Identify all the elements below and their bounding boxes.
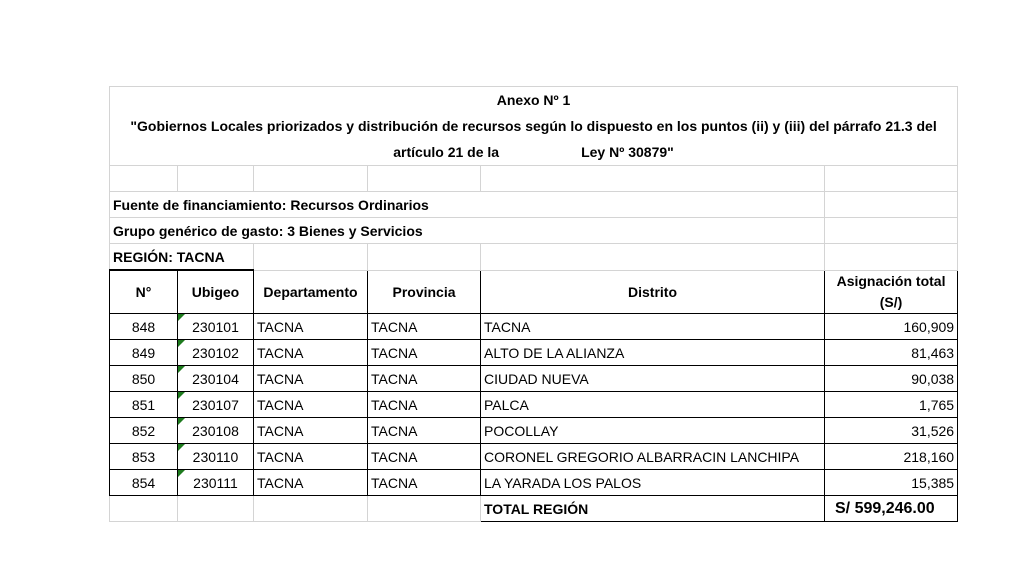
cell-marker-icon <box>178 470 185 477</box>
table-row <box>110 314 958 340</box>
cell[interactable] <box>481 166 825 192</box>
row-ubigeo[interactable] <box>178 366 254 392</box>
cell[interactable] <box>368 496 481 522</box>
row-ubigeo[interactable] <box>178 444 254 470</box>
table-row <box>110 392 958 418</box>
col-ubigeo[interactable]: Ubigeo <box>178 270 254 314</box>
total-amount[interactable]: S/ 599,246.00 <box>825 496 958 522</box>
ubigeo-text: 230101 <box>192 318 239 335</box>
row-number[interactable]: 850 <box>110 366 178 392</box>
cell[interactable] <box>254 496 368 522</box>
row-department[interactable]: TACNA <box>254 418 368 444</box>
row-amount[interactable]: 1,765 <box>825 392 958 418</box>
row-number[interactable]: 852 <box>110 418 178 444</box>
cell-marker-icon <box>178 314 185 321</box>
cell-marker-icon <box>178 366 185 373</box>
row-district[interactable]: CIUDAD NUEVA <box>481 366 825 392</box>
row-amount[interactable]: 31,526 <box>825 418 958 444</box>
row-ubigeo[interactable] <box>178 314 254 340</box>
cell[interactable] <box>368 166 481 192</box>
cell[interactable] <box>110 166 178 192</box>
subtitle-part-a: artículo 21 de la <box>393 144 500 160</box>
cell[interactable] <box>368 244 481 271</box>
cell[interactable] <box>178 496 254 522</box>
table-header <box>110 270 958 314</box>
row-ubigeo[interactable] <box>178 392 254 418</box>
row-district[interactable]: TACNA <box>481 314 825 340</box>
cell-marker-icon <box>178 444 185 451</box>
row-district[interactable]: PALCA <box>481 392 825 418</box>
row-number[interactable]: 853 <box>110 444 178 470</box>
spreadsheet <box>109 86 957 522</box>
cell-marker-icon <box>178 418 185 425</box>
cell-marker-icon <box>178 340 185 347</box>
row-ubigeo[interactable] <box>178 418 254 444</box>
cell[interactable] <box>825 166 958 192</box>
table-row <box>110 444 958 470</box>
cell-marker-icon <box>178 392 185 399</box>
col-number[interactable]: N° <box>110 270 178 314</box>
ubigeo-text: 230110 <box>192 448 239 465</box>
total-label[interactable]: TOTAL REGIÓN <box>481 496 825 522</box>
row-amount[interactable]: 218,160 <box>825 444 958 470</box>
col-total[interactable]: Asignación total (S/) <box>825 270 958 314</box>
row-amount[interactable]: 15,385 <box>825 470 958 496</box>
row-district[interactable]: LA YARADA LOS PALOS <box>481 470 825 496</box>
row-number[interactable]: 851 <box>110 392 178 418</box>
funding-source[interactable]: Fuente de financiamiento: Recursos Ordinarios <box>110 192 825 218</box>
row-amount[interactable]: 90,038 <box>825 366 958 392</box>
row-province[interactable]: TACNA <box>368 470 481 496</box>
ubigeo-text: 230107 <box>192 396 239 413</box>
row-amount[interactable]: 160,909 <box>825 314 958 340</box>
row-district[interactable]: POCOLLAY <box>481 418 825 444</box>
row-ubigeo[interactable] <box>178 340 254 366</box>
ubigeo-text: 230111 <box>193 474 238 491</box>
subtitle-part-b: Ley Nº 30879" <box>581 144 674 160</box>
col-province[interactable]: Provincia <box>368 270 481 314</box>
ubigeo-text: 230102 <box>192 344 239 361</box>
expense-group[interactable]: Grupo genérico de gasto: 3 Bienes y Servicios <box>110 218 825 244</box>
table-row <box>110 366 958 392</box>
row-province[interactable]: TACNA <box>368 392 481 418</box>
table-row <box>110 418 958 444</box>
col-department[interactable]: Departamento <box>254 270 368 314</box>
cell[interactable] <box>254 166 368 192</box>
cell[interactable] <box>481 244 825 271</box>
row-amount[interactable]: 81,463 <box>825 340 958 366</box>
row-district[interactable]: ALTO DE LA ALIANZA <box>481 340 825 366</box>
row-district[interactable]: CORONEL GREGORIO ALBARRACIN LANCHIPA <box>481 444 825 470</box>
ubigeo-text: 230108 <box>192 422 239 439</box>
row-province[interactable]: TACNA <box>368 340 481 366</box>
annex-title-block <box>110 87 958 166</box>
cell[interactable] <box>178 166 254 192</box>
row-department[interactable]: TACNA <box>254 314 368 340</box>
row-province[interactable]: TACNA <box>368 444 481 470</box>
cell[interactable] <box>825 218 958 244</box>
col-district[interactable]: Distrito <box>481 270 825 314</box>
annex-subtitle-line1: "Gobiernos Locales priorizados y distribución de recursos según lo dispuesto en los puntos (ii) y (iii) del párrafo 21.3 del <box>130 118 937 134</box>
row-number[interactable]: 849 <box>110 340 178 366</box>
table-row <box>110 340 958 366</box>
cell[interactable] <box>254 244 368 271</box>
row-province[interactable]: TACNA <box>368 314 481 340</box>
annex-table <box>109 86 958 522</box>
total-row <box>110 496 958 522</box>
row-ubigeo[interactable] <box>178 470 254 496</box>
row-number[interactable]: 854 <box>110 470 178 496</box>
table-row <box>110 470 958 496</box>
cell[interactable] <box>825 244 958 271</box>
row-province[interactable]: TACNA <box>368 418 481 444</box>
empty-row <box>110 166 958 192</box>
annex-title: Anexo Nº 1 <box>496 92 571 108</box>
cell[interactable] <box>825 192 958 218</box>
row-province[interactable]: TACNA <box>368 366 481 392</box>
row-department[interactable]: TACNA <box>254 444 368 470</box>
row-number[interactable]: 848 <box>110 314 178 340</box>
row-department[interactable]: TACNA <box>254 366 368 392</box>
annex-subtitle-line2 <box>110 139 957 165</box>
row-department[interactable]: TACNA <box>254 340 368 366</box>
cell[interactable] <box>110 496 178 522</box>
ubigeo-text: 230104 <box>192 370 239 387</box>
row-department[interactable]: TACNA <box>254 392 368 418</box>
region-label[interactable]: REGIÓN: TACNA <box>110 244 254 271</box>
row-department[interactable]: TACNA <box>254 470 368 496</box>
